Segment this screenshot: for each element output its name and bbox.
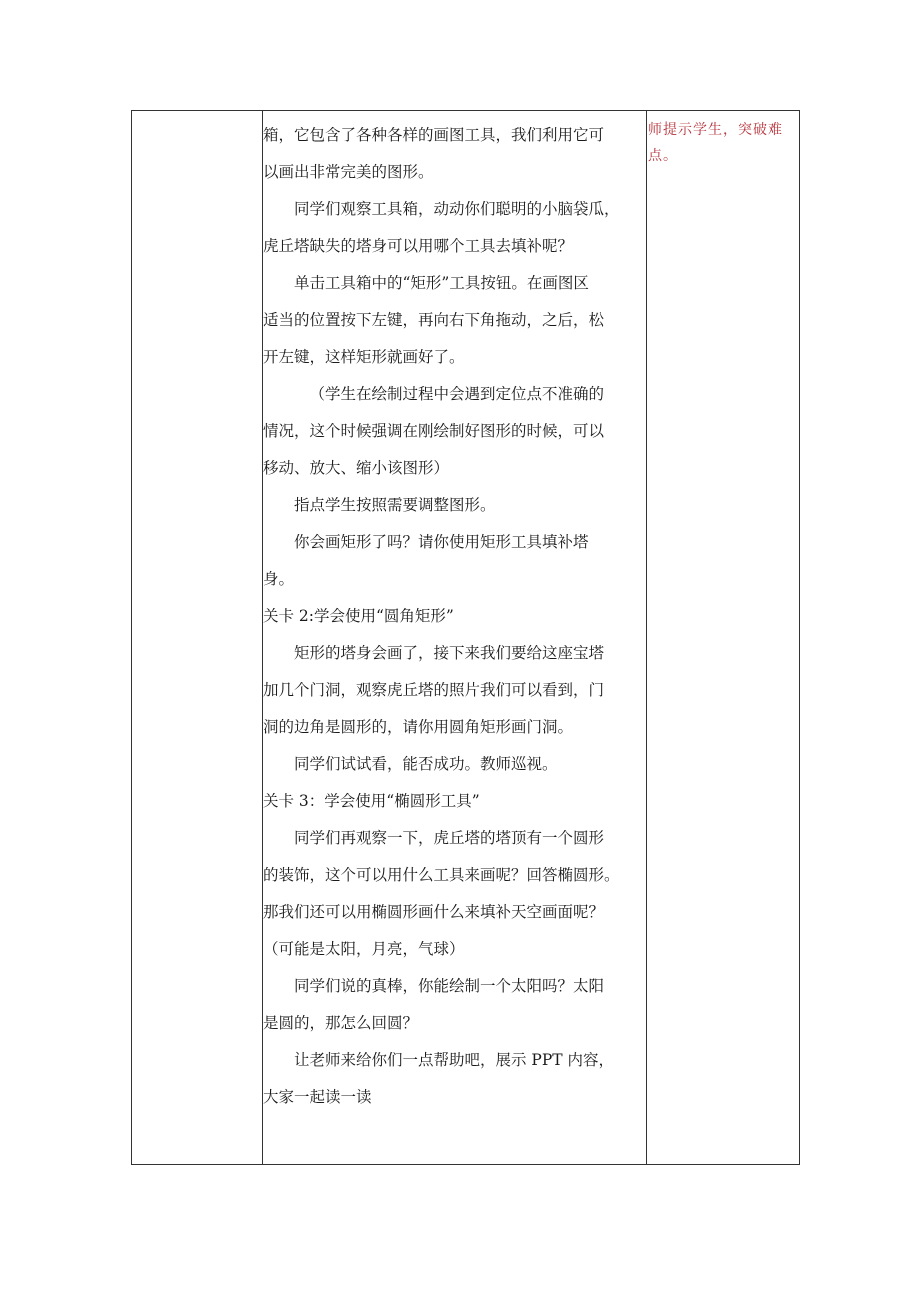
content-line: 大家一起读一读 bbox=[263, 1088, 372, 1106]
content-line: 同学们观察工具箱，动动你们聪明的小脑袋瓜， bbox=[294, 200, 620, 218]
content-line: 关卡 2:学会使用“圆角矩形” bbox=[263, 607, 454, 625]
content-line: 同学们说的真棒，你能绘制一个太阳吗？太阳 bbox=[294, 977, 605, 995]
note-line: 师提示学生，突破难 bbox=[648, 122, 783, 138]
content-line: 箱，它包含了各种各样的画图工具，我们利用它可 bbox=[263, 126, 605, 144]
content-line: 单击工具箱中的“矩形”工具按钮。在画图区 bbox=[294, 274, 589, 292]
teacher-note-cell bbox=[648, 117, 798, 169]
content-line: 让老师来给你们一点帮助吧，展示 PPT 内容， bbox=[294, 1051, 615, 1069]
content-line: 是圆的，那怎么回圆？ bbox=[263, 1014, 419, 1032]
content-line: 关卡 3：学会使用“椭圆形工具” bbox=[263, 792, 480, 810]
content-line: 矩形的塔身会画了，接下来我们要给这座宝塔 bbox=[294, 644, 605, 662]
content-line: 情况，这个时候强调在刚绘制好图形的时候，可以 bbox=[263, 422, 605, 440]
content-line: 洞的边角是圆形的，请你用圆角矩形画门洞。 bbox=[263, 718, 574, 736]
content-line: 那我们还可以用椭圆形画什么来填补天空画面呢？ bbox=[263, 903, 605, 921]
content-line: （学生在绘制过程中会遇到定位点不准确的 bbox=[309, 385, 605, 403]
content-line: 以画出非常完美的图形。 bbox=[263, 163, 434, 181]
column-divider-2 bbox=[646, 111, 647, 1164]
content-line: （可能是太阳，月亮，气球） bbox=[263, 940, 465, 958]
content-line: 同学们试试看，能否成功。教师巡视。 bbox=[294, 755, 558, 773]
content-line: 虎丘塔缺失的塔身可以用哪个工具去填补呢？ bbox=[263, 237, 574, 255]
content-line: 适当的位置按下左键，再向右下角拖动，之后，松 bbox=[263, 311, 605, 329]
content-line: 身。 bbox=[263, 570, 295, 588]
content-line: 指点学生按照需要调整图形。 bbox=[294, 496, 496, 514]
content-line: 移动、放大、缩小该图形） bbox=[263, 459, 450, 477]
content-line: 你会画矩形了吗？请你使用矩形工具填补塔 bbox=[294, 533, 589, 551]
content-line: 同学们再观察一下，虎丘塔的塔顶有一个圆形 bbox=[294, 829, 605, 847]
content-line: 开左键，这样矩形就画好了。 bbox=[263, 348, 465, 366]
content-line: 的装饰，这个可以用什么工具来画呢？回答椭圆形。 bbox=[263, 866, 620, 884]
note-line: 点。 bbox=[648, 148, 678, 164]
teaching-content-cell bbox=[263, 111, 646, 1116]
lesson-table bbox=[131, 110, 800, 1165]
content-line: 加几个门洞，观察虎丘塔的照片我们可以看到，门 bbox=[263, 681, 605, 699]
